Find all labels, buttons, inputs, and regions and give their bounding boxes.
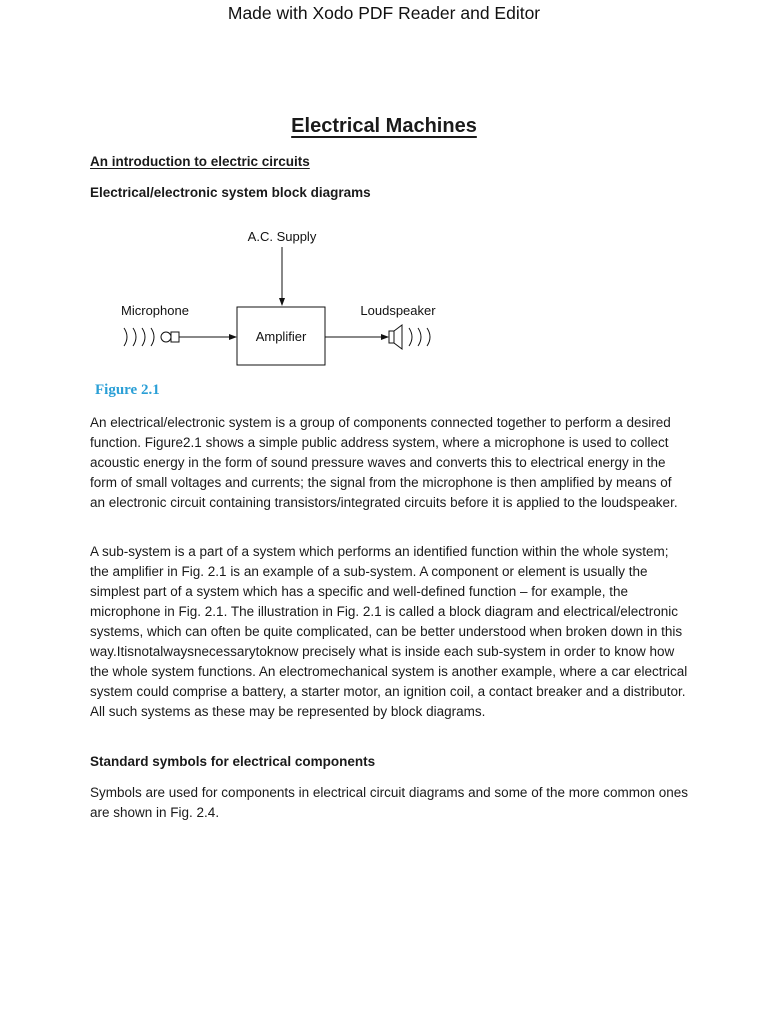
paragraph-symbols: Symbols are used for components in electrical circuit diagrams and some of the more common ones are shown in Fig. 2.4. <box>90 785 689 820</box>
figure-caption: Figure 2.1 <box>95 382 160 398</box>
amplifier-label: Amplifier <box>255 329 307 344</box>
block-diagrams-subheading: Electrical/electronic system block diagrams <box>90 185 371 200</box>
document-title-text: Electrical Machines <box>291 115 477 137</box>
microphone-icon <box>124 328 179 346</box>
microphone-label: Microphone <box>121 303 189 318</box>
loudspeaker-label: Loudspeaker <box>360 303 436 318</box>
paragraph-sub-system: A sub-system is a part of a system which performs an identified function within the whole system; the amplifier in Fig. 2.1 is an example of a sub-system. A component or element is usually the simplest part of a system which has a specific and well-defined function – for example, the microphone in Fig. 2.1. The illustration in Fig. 2.1 is called a block diagram and electrical/electronic systems, which can often be quite complicated, can be better understood when broken down in this way.Itisnotalwaysnecessarytoknow precisely what is inside each sub-system in order to know how the whole system functions. An electromechanical system is another example, where a car electrical system could comprise a battery, a starter motor, an ignition coil, a contact breaker and a distributor. All such systems as these may be represented by block diagrams. <box>90 544 688 719</box>
ac-supply-label: A.C. Supply <box>247 229 317 244</box>
block-diagram <box>110 220 450 370</box>
standard-symbols-subheading: Standard symbols for electrical components <box>90 754 376 769</box>
loudspeaker-icon <box>389 325 430 349</box>
section-heading: An introduction to electric circuits <box>90 154 310 169</box>
document-title <box>0 115 768 138</box>
watermark: Made with Xodo PDF Reader and Editor <box>227 3 541 23</box>
paragraph-system-definition: An electrical/electronic system is a group of components connected together to perform a desired function. Figure2.1 shows a simple public address system, where a microphone is used to collect acoustic energy in the form of sound pressure waves and converts this to electrical energy in the form of small voltages and currents; the signal from the microphone is then amplified by means of an electronic circuit containing transistors/integrated circuits before it is applied to the loudspeaker. <box>90 415 678 510</box>
